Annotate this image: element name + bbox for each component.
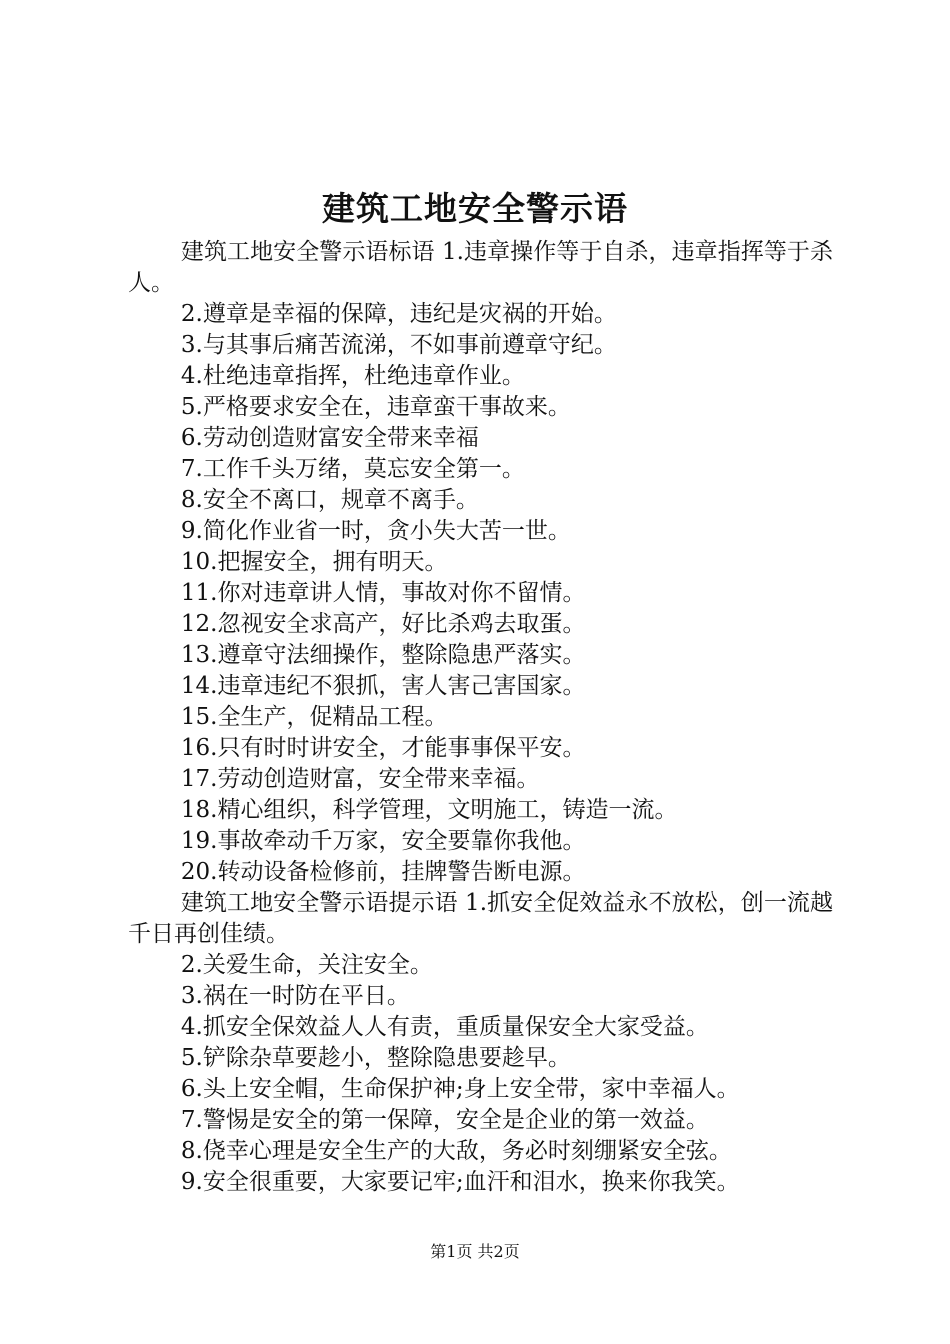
section-2-intro: 建筑工地安全警示语提示语 1.抓安全促效益永不放松，创一流越千日再创佳绩。 bbox=[128, 890, 833, 947]
list-item: 7.工作千头万绪，莫忘安全第一。 bbox=[180, 456, 525, 482]
list-item: 5.铲除杂草要趁小，整除隐患要趁早。 bbox=[180, 1045, 571, 1071]
list-item: 19.事故牵动千万家，安全要靠你我他。 bbox=[180, 828, 586, 854]
list-item: 8.侥幸心理是安全生产的大敌，务必时刻绷紧安全弦。 bbox=[180, 1138, 732, 1164]
list-item: 12.忽视安全求高产，好比杀鸡去取蛋。 bbox=[180, 611, 586, 637]
section-1-intro: 建筑工地安全警示语标语 1.违章操作等于自杀，违章指挥等于杀人。 bbox=[128, 239, 833, 296]
list-item: 3.与其事后痛苦流涕，不如事前遵章守纪。 bbox=[180, 332, 617, 358]
document-body bbox=[128, 237, 833, 1198]
list-item: 4.抓安全保效益人人有责，重质量保安全大家受益。 bbox=[180, 1014, 709, 1040]
list-item: 18.精心组织，科学管理，文明施工，铸造一流。 bbox=[180, 797, 678, 823]
list-item: 4.杜绝违章指挥，杜绝违章作业。 bbox=[180, 363, 525, 389]
list-item: 17.劳动创造财富，安全带来幸福。 bbox=[180, 766, 540, 792]
list-item: 2.关爱生命，关注安全。 bbox=[180, 952, 433, 978]
list-item: 6.劳动创造财富安全带来幸福 bbox=[180, 425, 479, 451]
list-item: 3.祸在一时防在平日。 bbox=[180, 983, 410, 1009]
list-item: 7.警惕是安全的第一保障，安全是企业的第一效益。 bbox=[180, 1107, 709, 1133]
list-item: 2.遵章是幸福的保障，违纪是灾祸的开始。 bbox=[180, 301, 617, 327]
list-item: 5.严格要求安全在，违章蛮干事故来。 bbox=[180, 394, 571, 420]
list-item: 9.简化作业省一时，贪小失大苦一世。 bbox=[180, 518, 571, 544]
list-item: 15.全生产，促精品工程。 bbox=[180, 704, 448, 730]
page-number: 第1页 共2页 bbox=[430, 1242, 520, 1261]
list-item: 14.违章违纪不狠抓，害人害己害国家。 bbox=[180, 673, 586, 699]
list-item: 8.安全不离口，规章不离手。 bbox=[180, 487, 479, 513]
document-title: 建筑工地安全警示语 bbox=[322, 189, 628, 228]
list-item: 11.你对违章讲人情，事故对你不留情。 bbox=[180, 580, 586, 606]
list-item: 6.头上安全帽，生命保护神;身上安全带，家中幸福人。 bbox=[180, 1076, 740, 1102]
list-item: 10.把握安全，拥有明天。 bbox=[180, 549, 448, 575]
list-item: 16.只有时时讲安全，才能事事保平安。 bbox=[180, 735, 586, 761]
list-item: 9.安全很重要，大家要记牢;血汗和泪水，换来你我笑。 bbox=[180, 1169, 740, 1195]
list-item: 20.转动设备检修前，挂牌警告断电源。 bbox=[180, 859, 586, 885]
list-item: 13.遵章守法细操作，整除隐患严落实。 bbox=[180, 642, 586, 668]
